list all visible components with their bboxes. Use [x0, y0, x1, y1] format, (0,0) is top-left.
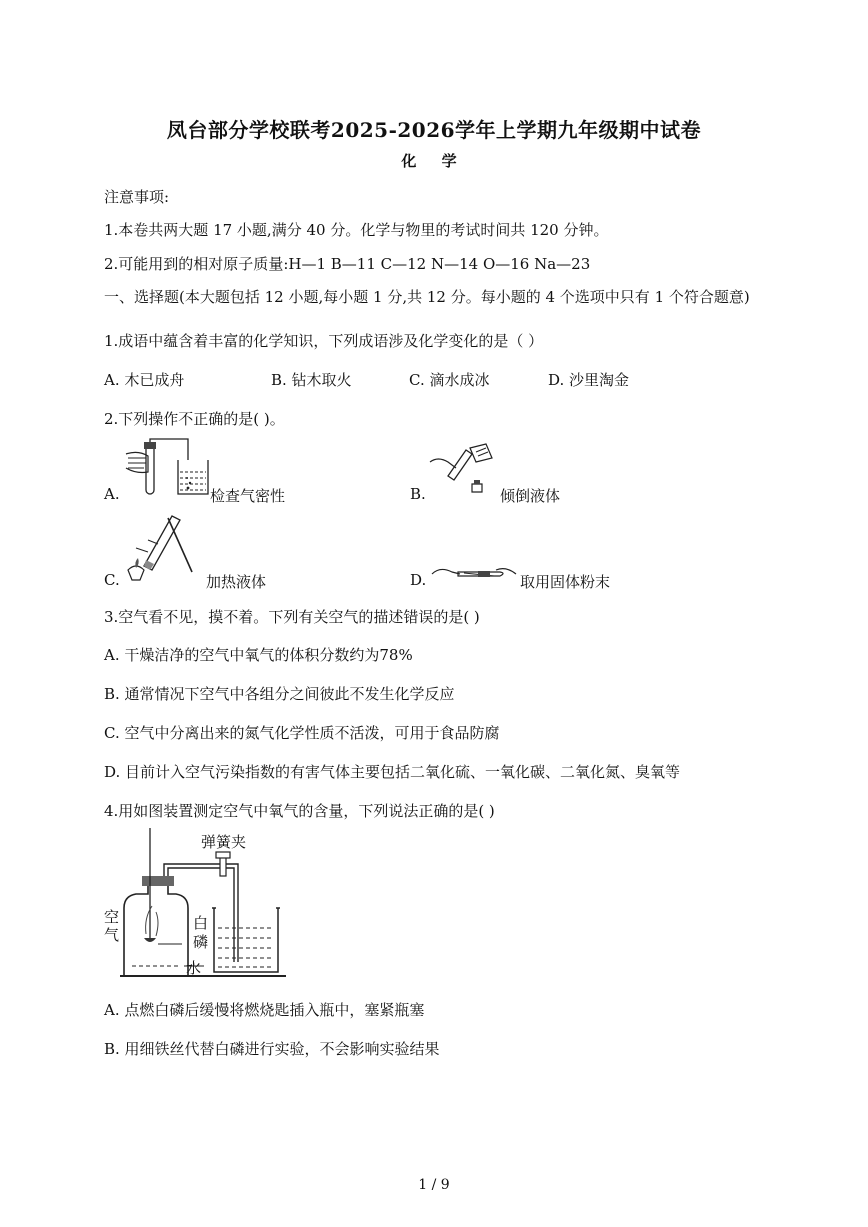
- figure-clip-label: 弹簧夹: [201, 833, 247, 851]
- question-1-option-c: C. 滴水成冰: [409, 371, 490, 389]
- solid-powder-figure: [430, 560, 518, 586]
- question-2-option-d-label: 取用固体粉末: [520, 573, 611, 591]
- question-2-option-d-letter: D.: [410, 571, 427, 589]
- question-1-option-b: B. 钻木取火: [271, 371, 352, 389]
- question-1-option-a: A. 木已成舟: [104, 371, 185, 389]
- heating-liquid-figure: [118, 510, 198, 586]
- question-2-stem: 2.下列操作不正确的是( )。: [104, 410, 285, 428]
- question-4-option-b: B. 用细铁丝代替白磷进行实验，不会影响实验结果: [104, 1040, 440, 1058]
- notice-heading: 注意事项:: [104, 188, 170, 206]
- airtightness-check-figure: [122, 438, 214, 498]
- question-2-option-c-letter: C.: [104, 571, 120, 589]
- question-4-stem: 4.用如图装置测定空气中氧气的含量，下列说法正确的是( ): [104, 802, 495, 820]
- question-3-option-a: A. 干燥洁净的空气中氧气的体积分数约为78%: [104, 646, 413, 664]
- question-2-option-c-label: 加热液体: [206, 573, 267, 591]
- question-3-option-c: C. 空气中分离出来的氮气化学性质不活泼，可用于食品防腐: [104, 724, 500, 742]
- question-4-option-a: A. 点燃白磷后缓慢将燃烧匙插入瓶中，塞紧瓶塞: [104, 1001, 425, 1019]
- question-2-option-a-letter: A.: [104, 485, 120, 503]
- question-3-option-b: B. 通常情况下空气中各组分之间彼此不发生化学反应: [104, 685, 455, 703]
- question-2-option-a-label: 检查气密性: [210, 487, 286, 505]
- page-number: 1 / 9: [418, 1177, 450, 1193]
- notice-line-1: 1.本卷共两大题 17 小题,满分 40 分。化学与物里的考试时间共 120 分钟。: [104, 221, 609, 239]
- notice-line-2: 2.可能用到的相对原子质量:H—1 B—11 C—12 N—14 O—16 Na—23: [104, 255, 591, 273]
- subject-heading: 化 学: [401, 152, 467, 170]
- exam-title: 凤台部分学校联考2025-2026学年上学期九年级期中试卷: [166, 118, 702, 142]
- question-2-option-b-letter: B.: [410, 485, 426, 503]
- question-3-option-d: D. 目前计入空气污染指数的有害气体主要包括二氧化硫、一氧化碳、二氧化氮、臭氧等: [104, 763, 681, 781]
- figure-air-label: 空气: [104, 908, 120, 944]
- question-1-stem: 1.成语中蕴含着丰富的化学知识，下列成语涉及化学变化的是（ ）: [104, 332, 544, 350]
- figure-water-label: 水: [186, 959, 202, 977]
- figure-phosphorus-label: 白磷: [193, 914, 209, 951]
- question-2-option-b-label: 倾倒液体: [500, 487, 561, 505]
- section-heading: 一、选择题(本大题包括 12 小题,每小题 1 分,共 12 分。每小题的 4 个选项中只有 1 个符合题意): [104, 288, 750, 306]
- question-3-stem: 3.空气看不见，摸不着。下列有关空气的描述错误的是( ): [104, 608, 480, 626]
- question-1-option-d: D. 沙里淘金: [548, 371, 630, 389]
- pouring-liquid-figure: [426, 440, 498, 498]
